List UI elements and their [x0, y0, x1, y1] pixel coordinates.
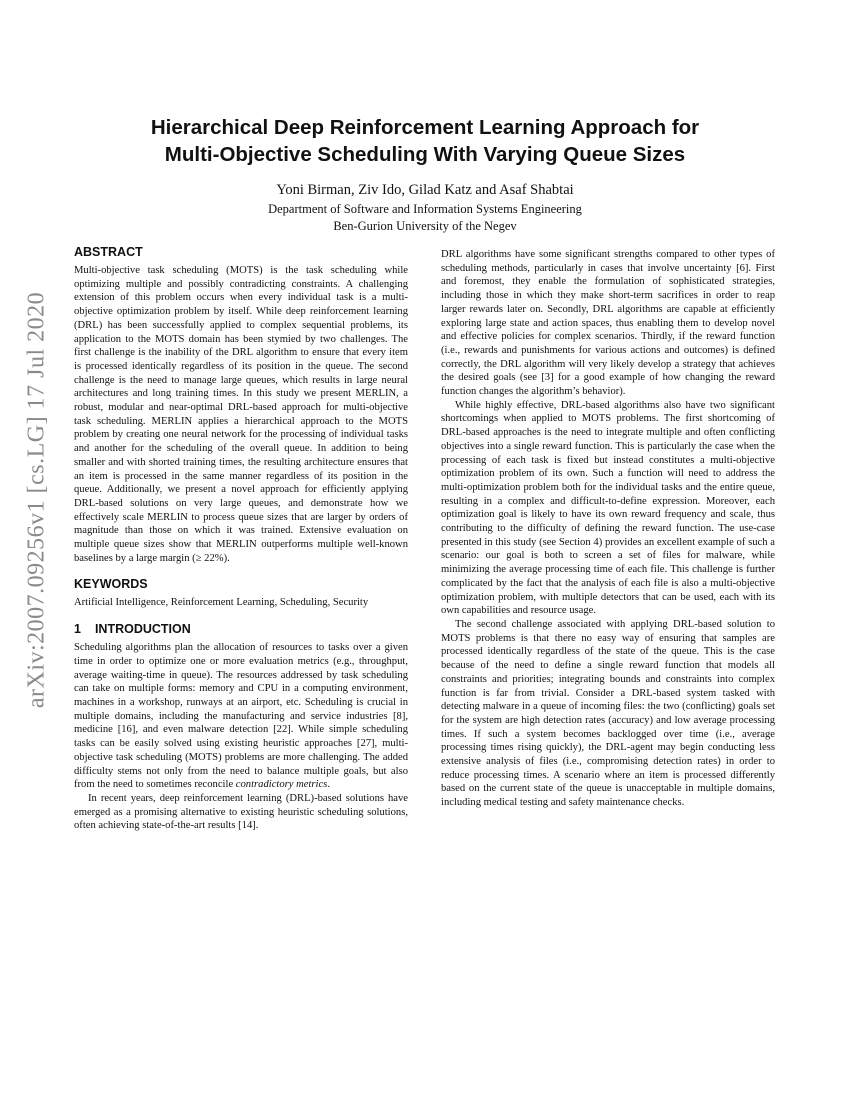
author-list: Yoni Birman, Ziv Ido, Gilad Katz and Asaf Shabtai: [276, 182, 574, 198]
keywords-heading: KEYWORDS: [74, 577, 148, 592]
intro-paragraph-2: In recent years, deep reinforcement learning (DRL)-based solutions have emerged as a promising alternative to existing heuristic scheduling solutions, often achieving state-of-the-art results [14].: [74, 792, 408, 832]
intro-emphasis: contradictory metrics: [235, 779, 328, 791]
abstract-text: Multi-objective task scheduling (MOTS) is the task scheduling while optimizing multiple and possibly contradicting constraints. A challenging extension of this problem occurs when every individual task is a multi-objective optimization problem by itself. While deep reinforcement learning (DRL) has been successfully applied to complex sequential problems, its application to the MOTS domain has been stymied by two challenges. The first challenge is the inability of the DRL algorithm to ensure that every item is processed identically regardless of its position in the queue. The second challenge is the need to manage large queues, which results in large neural architectures and long training times. In this study we present MERLIN, a robust, modular and near-optimal DRL-based approach for multi-objective task scheduling. MERLIN applies a hierarchical approach to the MOTS problem by creating one neural network for the processing of individual tasks and another for the scheduling of the overall queue. In addition to being smaller and with shorted training times, the resulting architecture ensures that an item is processed in the same manner regardless of its position in the queue. Additionally, we present a novel approach for efficiently applying DRL-based solutions on very large queues, and demonstrate how we effectively scale MERLIN to process queue sizes that are larger by orders of magnitude than those on which it was trained. Extensive evaluation on multiple queue sizes show that MERLIN outperforms multiple well-known baselines by a large margin (≥ 22%).: [74, 265, 408, 564]
left-column: [74, 245, 408, 833]
right-paragraph-3: The second challenge associated with applying DRL-based solution to MOTS problems is that there no easy way of ensuring that samples are processed identically regardless of the state of the queue. This is the case because of the need to define a single reward function that models all constraints and priorities; integrating bounds and constraints into complex function is far from trivial. Consider a DRL-based system tasked with detecting malware in a queue of incoming files: the two (conflicting) goals set for the system are high detection rates (accuracy) and low average processing times. If such a system becomes backlogged over time (i.e., average processing times rising quickly), the DRL-agent may begin conducting less extensive analysis of files (i.e., compromising detection rates) in order to reduce processing times. A scenario where an item is processed differently based on the current state of the queue is unacceptable in multiple domains, including medical testing and safety maintenance checks.: [441, 618, 775, 809]
arxiv-identifier: arXiv:2007.09256v1 [cs.LG] 17 Jul 2020: [23, 291, 50, 709]
affiliation-department: Department of Software and Information Systems Engineering: [268, 202, 582, 216]
affiliation: [80, 201, 770, 235]
right-paragraph-2: While highly effective, DRL-based algorithms also have two significant shortcomings when applied to MOTS problems. The first shortcoming of DRL-based approaches is the need to integrate multiple and often conflicting objectives into a single reward function. This is particularly the case when the processing of each task is fixed but instead constitutes a multi-objective optimization problem of its own. Such a function will need to address the multi-optimization problem both for the individual tasks and the entire queue, resulting in a complex and difficult-to-define expression. Moreover, each optimization goal is likely to have its own reward frequency and scale, thus contributing to the difficulty of defining the reward function. The use-case presented in this study (see Section 4) provides an excellent example of such a scenario: our goal is both to screen a set of files for malware, while minimizing the average processing time of each file. This challenge is further complicated by the fact that the analysis of each file is also a multi-objective optimization problem, with multiple detectors that can be used, each with its own capabilities and resource usage.: [441, 399, 775, 617]
abstract-heading: ABSTRACT: [74, 245, 143, 259]
title-line-1: Hierarchical Deep Reinforcement Learning Approach for: [150, 116, 700, 139]
affiliation-university: Ben-Gurion University of the Negev: [333, 219, 517, 233]
arxiv-sidebar-stamp: [12, 291, 62, 709]
paper-title: [80, 114, 770, 168]
introduction-heading: [74, 622, 408, 637]
keywords-text: Artificial Intelligence, Reinforcement Learning, Scheduling, Security: [74, 597, 369, 609]
title-line-2: Multi-Objective Scheduling With Varying Queue Sizes: [164, 143, 686, 166]
right-paragraph-1: DRL algorithms have some significant strengths compared to other types of scheduling methods, particularly in cases that involve uncertainty [6]. First and foremost, they enable the formulation of sophisticated strategies, including those in which they make short-term sacrifices in order to reap larger rewards later on. Secondly, DRL algorithms are capable at efficiently exploring large state and action spaces, thus enabling them to develop novel and effective policies for complex scenarios. Thirdly, if the reward function (i.e., rewards and punishments for various actions and outcomes) is defined correctly, the DRL algorithm will very likely develop a strategy that achieves the desired goals (see [3] for a good example of how changing the reward function changes the algorithm’s behavior).: [441, 249, 775, 398]
section-number: 1: [74, 622, 81, 637]
section-title: INTRODUCTION: [94, 622, 191, 637]
intro-paragraph-1: [74, 641, 408, 792]
intro-paragraph-1-end: .: [327, 779, 330, 791]
intro-paragraph-1-text: Scheduling algorithms plan the allocation of resources to tasks over a given time in order to optimize one or more evaluation metrics (e.g., throughput, average waiting-time in queue). The resources addressed by task scheduling can take on multiple forms: memory and CPU in a computing environment, machines in a workshop, runways at an airport, etc. Scheduling is crucial in multiple domains, including the manufacturing and service industries [8], medicine [16], and even malware detection [22]. While simple scheduling tasks can be easily solved using existing heuristic approaches [27], multi-objective task scheduling (MOTS) problems are more challenging. The added difficulty stems not only from the need to balance multiple goals, but also from the need to sometimes reconcile: [74, 642, 408, 791]
right-column: [441, 248, 775, 810]
